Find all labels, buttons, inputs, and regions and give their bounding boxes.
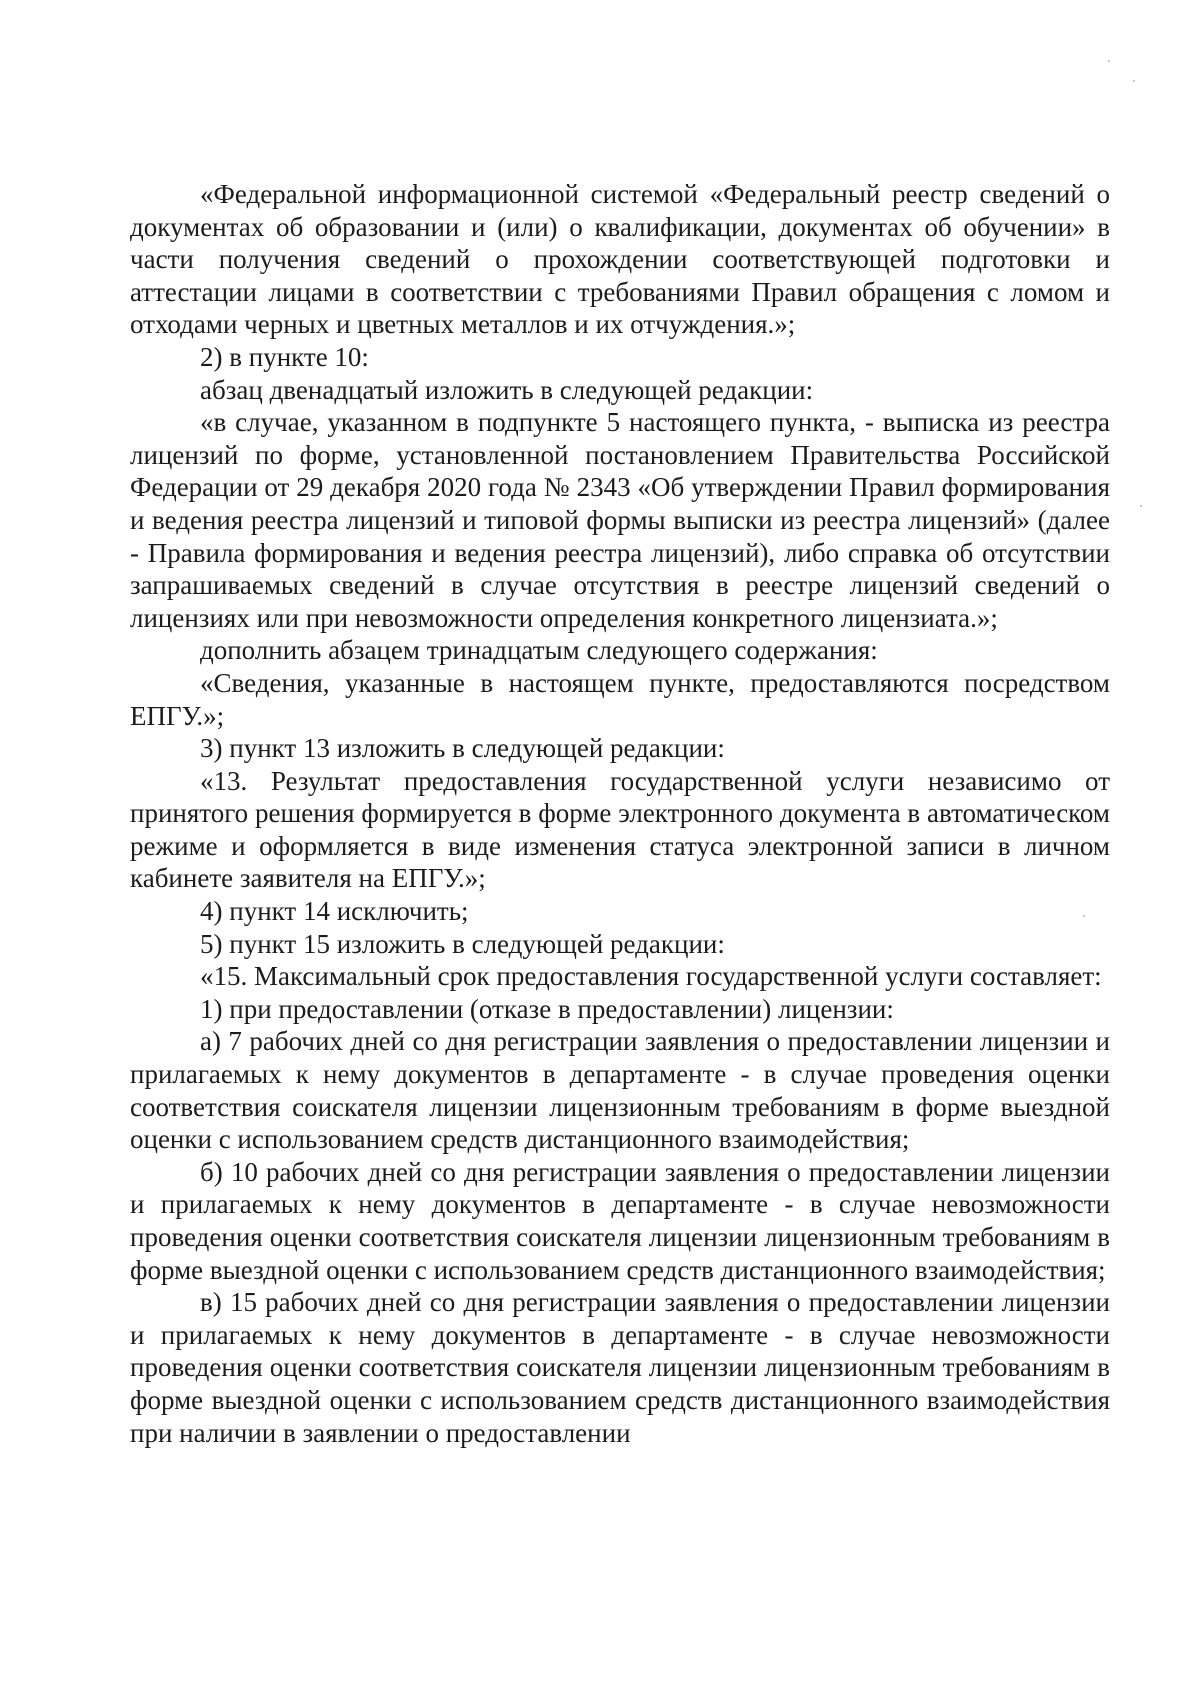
- paragraph: «Федеральной информационной системой «Федеральный реестр сведений о документах об образовании и (или) о квалификации, документах об обучении» в части получения сведений о прохождении соответствующей подготовки и аттестации лицами в соответствии с требованиями Правил обращения с ломом и отходами черных и цветных металлов и их отчуждения.»;: [130, 179, 1110, 340]
- paragraph: дополнить абзацем тринадцатым следующего содержания:: [200, 635, 878, 666]
- paragraph: а) 7 рабочих дней со дня регистрации заявления о предоставлении лицензии и прилагаемых к нему документов в департаменте - в случае проведения оценки соответствия соискателя лицензии лицензионным требованиям в форме выездной оценки с использованием средств дистанционного взаимодействия;: [130, 1026, 1110, 1155]
- scan-speck: [1108, 60, 1110, 62]
- paragraph: «Сведения, указанные в настоящем пункте, предоставляются посредством ЕПГУ.»;: [130, 667, 1110, 731]
- paragraph: 4) пункт 14 исключить;: [200, 896, 469, 927]
- paragraph: в) 15 рабочих дней со дня регистрации заявления о предоставлении лицензии и прилагаемых к нему документов в департаменте - в случае невозможности проведения оценки соответствия соискателя лицензии лицензионным требованиям в форме выездной оценки с использованием средств дистанционного взаимодействия при наличии в заявлении о предоставлении: [130, 1287, 1110, 1448]
- paragraph: «в случае, указанном в подпункте 5 настоящего пункта, - выписка из реестра лицензий по форме, установленной постановлением Правительства Российской Федерации от 29 декабря 2020 года № 2343 «Об утверждении Правил формирования и ведения реестра лицензий и типовой формы выписки из реестра лицензий» (далее - Правила формирования и ведения реестра лицензий), либо справка об отсутствии запрашиваемых сведений в случае отсутствия в реестре лицензий сведений о лицензиях или при невозможности определения конкретного лицензиата.»;: [130, 407, 1110, 633]
- paragraph: «15. Максимальный срок предоставления государственной услуги составляет:: [200, 961, 1102, 992]
- paragraph: 3) пункт 13 изложить в следующей редакции:: [200, 733, 725, 764]
- paragraph: 1) при предоставлении (отказе в предоставлении) лицензии:: [200, 993, 894, 1024]
- paragraph: «13. Результат предоставления государственной услуги независимо от принятого решения формируется в форме электронного документа в автоматическом режиме и оформляется в виде изменения статуса электронной записи в личном кабинете заявителя на ЕПГУ.»;: [130, 765, 1110, 894]
- paragraph: 2) в пункте 10:: [200, 341, 369, 372]
- paragraph: 5) пункт 15 изложить в следующей редакции:: [200, 928, 725, 959]
- scan-speck: [1140, 505, 1142, 507]
- document-body: [130, 178, 1110, 1449]
- paragraph: абзац двенадцатый изложить в следующей редакции:: [200, 374, 814, 405]
- scan-speck: [1133, 80, 1135, 82]
- paragraph: б) 10 рабочих дней со дня регистрации заявления о предоставлении лицензии и прилагаемых к нему документов в департаменте - в случае невозможности проведения оценки соответствия соискателя лицензии лицензионным требованиям в форме выездной оценки с использованием средств дистанционного взаимодействия;: [130, 1156, 1110, 1285]
